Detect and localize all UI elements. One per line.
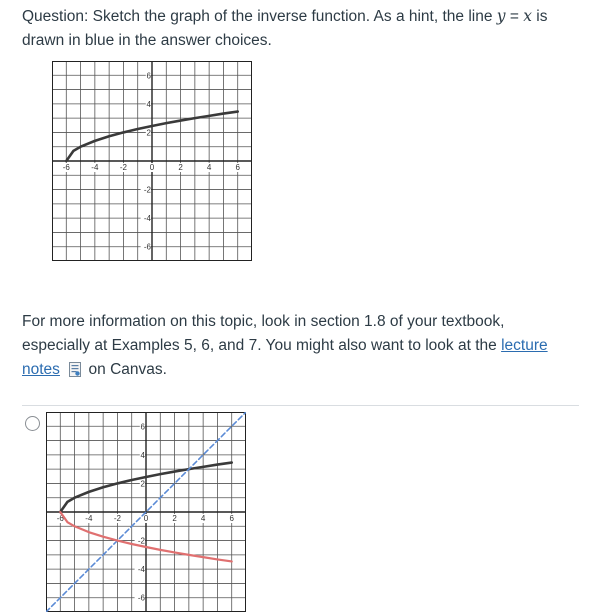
question-graph-x-tick-label: 4 xyxy=(206,163,212,172)
document-icon[interactable] xyxy=(68,361,82,385)
answer1-graph-x-tick-label: 4 xyxy=(200,514,206,523)
answer1-graph-y-tick-label: 4 xyxy=(140,450,145,460)
question-graph-x-tick-label: -6 xyxy=(62,163,70,172)
info-after-link: on Canvas. xyxy=(88,361,167,378)
question-suffix: is xyxy=(531,8,548,25)
answer1-graph-x-tick-label: -2 xyxy=(113,514,121,523)
math-x: x xyxy=(523,7,532,25)
answer1-graph-y-tick-label: -4 xyxy=(137,565,145,575)
question-graph-x-tick-label: -2 xyxy=(119,163,127,172)
math-y: y xyxy=(496,7,506,25)
question-text xyxy=(22,4,582,53)
question-graph-y-tick-label: 4 xyxy=(146,99,151,109)
question-prefix: Question: Sketch the graph of the inverse function. As a hint, the line xyxy=(22,8,497,25)
question-graph-x-tick-label: 2 xyxy=(178,163,183,172)
info-line1: For more information on this topic, look in section 1.8 of your textbook, xyxy=(22,313,505,330)
answer1-graph-y-tick-label: -6 xyxy=(137,593,145,603)
answer1-graph-y-tick-label: 2 xyxy=(140,479,145,489)
answer1-graph-y-tick-label: 6 xyxy=(140,422,145,432)
question-graph-y-tick-label: 6 xyxy=(146,71,151,81)
answer1-graph-x-tick-label: -4 xyxy=(85,514,93,523)
question-graph-x-tick-label: 6 xyxy=(235,163,240,172)
lecture-notes-link-part2[interactable]: notes xyxy=(22,361,60,378)
answer1-graph-y-tick-label: -2 xyxy=(137,536,145,546)
question-graph-y-tick-label: -6 xyxy=(143,242,151,252)
math-eq: = xyxy=(505,8,524,25)
question-graph-x-tick-label: -4 xyxy=(91,163,99,172)
answer1-graph-x-tick-label: -6 xyxy=(56,514,64,523)
info-line2: especially at Examples 5, 6, and 7. You might also want to look at the xyxy=(22,337,502,354)
question-graph-y-tick-label: 2 xyxy=(146,128,151,138)
question-graph-y-tick-label: -4 xyxy=(143,214,151,224)
question-graph-y-tick-label: -2 xyxy=(143,185,151,195)
question-line2: drawn in blue in the answer choices. xyxy=(22,32,272,49)
answer1-graph-x-tick-label: 2 xyxy=(172,514,177,523)
lecture-notes-link-part1[interactable]: lecture xyxy=(501,337,548,354)
question-graph xyxy=(52,61,252,261)
answer1-graph-x-tick-label: 6 xyxy=(229,514,234,523)
answer-choice-1-graph[interactable] xyxy=(46,412,246,612)
answer-choice-1-radio[interactable] xyxy=(25,416,40,431)
answer1-graph-x-tick-label: 0 xyxy=(143,514,149,523)
divider xyxy=(22,405,579,406)
question-graph-x-tick-label: 0 xyxy=(149,163,155,172)
info-text xyxy=(22,310,582,385)
